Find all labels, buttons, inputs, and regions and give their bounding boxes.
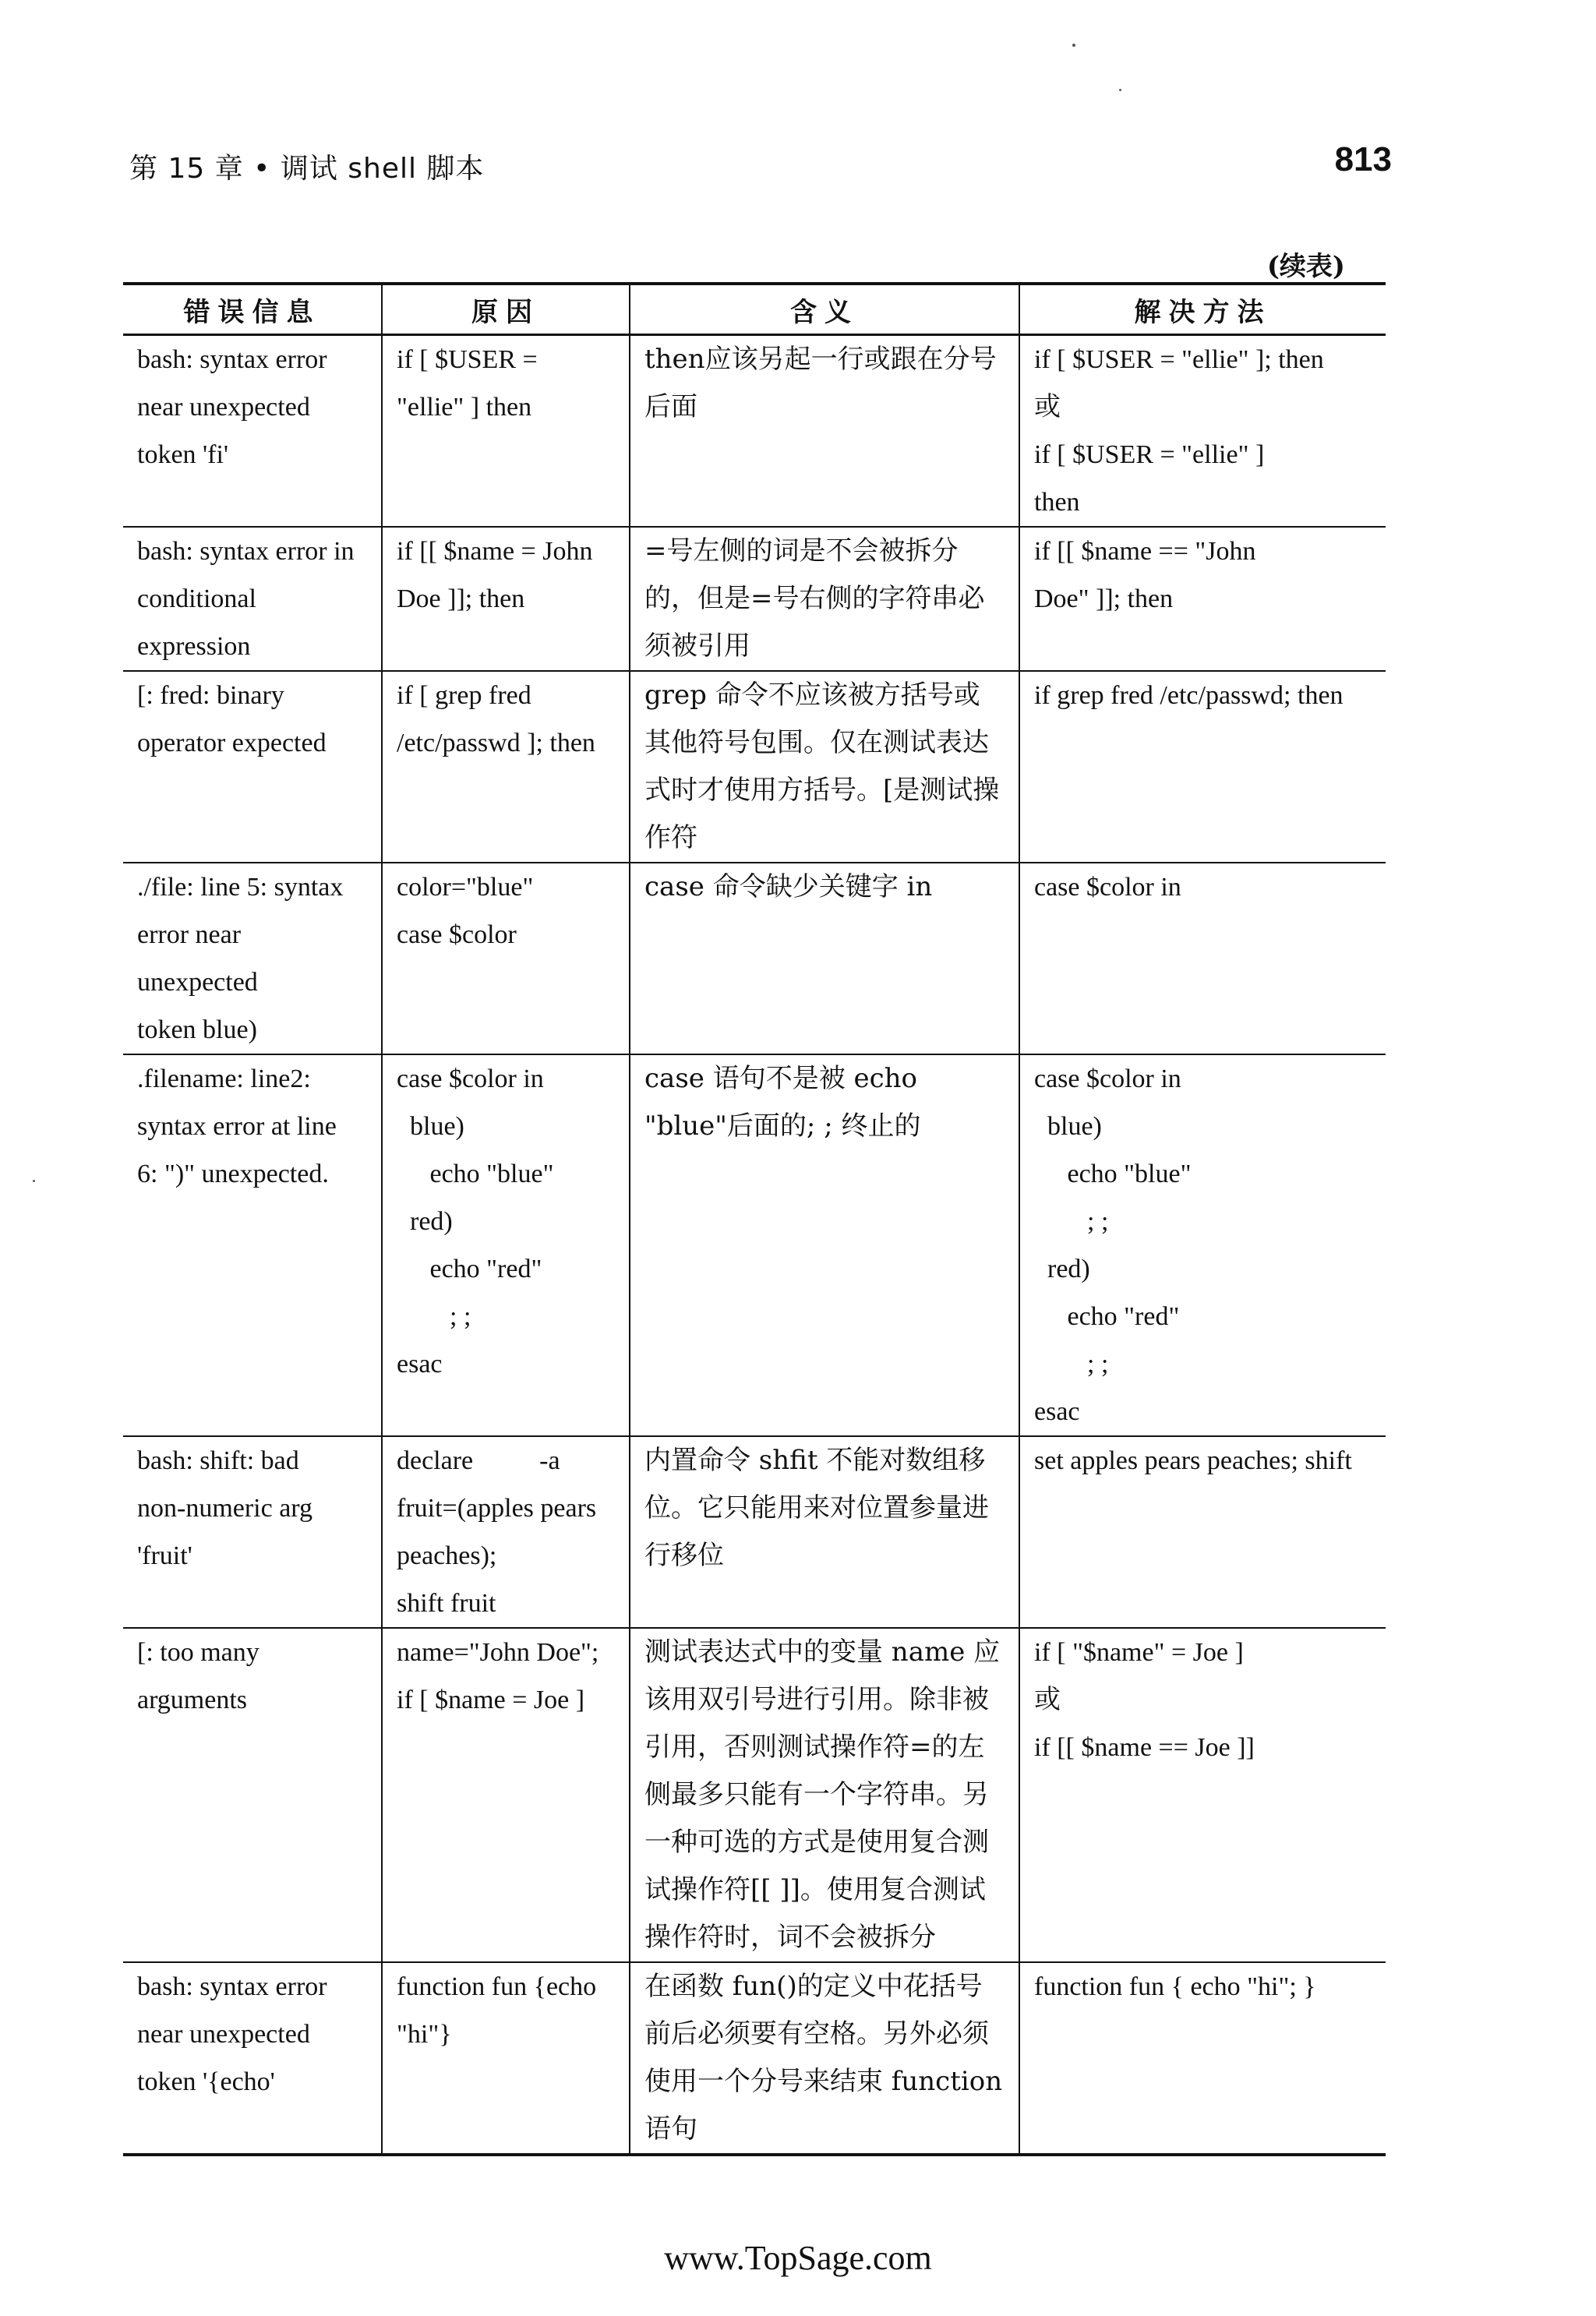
table-row — [123, 671, 1386, 863]
table-row — [123, 1054, 1386, 1436]
fix-cell: if [ "$name" = Joe ] 或 if [[ $name == Joe ]] — [1019, 1628, 1386, 1962]
page-number: 813 — [1334, 140, 1392, 178]
scan-speck — [33, 1180, 35, 1182]
meaning-cell: grep 命令不应该被方括号或其他符号包围。仅在测试表达式时才使用方括号。[是测试操作符 — [630, 671, 1019, 863]
fix-cell: if [ $USER = "ellie" ]; then 或 if [ $USER = "ellie" ] then — [1019, 335, 1386, 528]
fix-cell: if grep fred /etc/passwd; then — [1019, 671, 1386, 863]
meaning-cell: 测试表达式中的变量 name 应该用双引号进行引用。除非被引用，否则测试操作符=的左侧最多只能有一个字符串。另一种可选的方式是使用复合测试操作符[[ ]]。使用复合测试操作符时，词不会被拆分 — [630, 1628, 1019, 1962]
running-header: 第 15 章 • 调试 shell 脚本 — [129, 153, 485, 185]
cause-cell: if [[ $name = John Doe ]]; then — [382, 527, 630, 671]
column-header-meaning: 含义 — [630, 284, 1019, 335]
meaning-cell: case 命令缺少关键字 in — [630, 863, 1019, 1054]
error-message-cell: ./file: line 5: syntax error near unexpected token blue) — [123, 863, 382, 1054]
continued-label: (续表) — [1266, 251, 1345, 282]
cause-cell: case $color in blue) echo "blue" red) echo "red" ; ; esac — [382, 1054, 630, 1436]
table-row — [123, 863, 1386, 1054]
fix-cell: set apples pears peaches; shift — [1019, 1436, 1386, 1628]
fix-cell: if [[ $name == "John Doe" ]]; then — [1019, 527, 1386, 671]
column-header-cause: 原因 — [382, 284, 630, 335]
table-row — [123, 527, 1386, 671]
table-row — [123, 1628, 1386, 1962]
cause-cell: if [ $USER = "ellie" ] then — [382, 335, 630, 528]
error-message-cell: .filename: line2: syntax error at line 6: ")" unexpected. — [123, 1054, 382, 1436]
fix-cell: function fun { echo "hi"; } — [1019, 1962, 1386, 2155]
cause-cell: function fun {echo "hi"} — [382, 1962, 630, 2155]
footer-url: www.TopSage.com — [664, 2239, 932, 2277]
table-row — [123, 335, 1386, 528]
meaning-cell: case 语句不是被 echo "blue"后面的; ; 终止的 — [630, 1054, 1019, 1436]
scan-speck — [1072, 44, 1075, 47]
table-row — [123, 1962, 1386, 2155]
cause-cell: declare -a fruit=(apples pears peaches); shift fruit — [382, 1436, 630, 1628]
fix-cell: case $color in blue) echo "blue" ; ; red) echo "red" ; ; esac — [1019, 1054, 1386, 1436]
fix-cell: case $color in — [1019, 863, 1386, 1054]
error-message-cell: bash: syntax error in conditional expression — [123, 527, 382, 671]
cause-cell: color="blue" case $color — [382, 863, 630, 1054]
error-message-cell: bash: syntax error near unexpected token 'fi' — [137, 345, 327, 469]
table-row — [123, 1436, 1386, 1628]
error-table — [123, 282, 1386, 2156]
meaning-cell: then应该另起一行或跟在分号后面 — [630, 335, 1019, 528]
cause-cell: if [ grep fred /etc/passwd ]; then — [382, 671, 630, 863]
table-header-row — [123, 284, 1386, 335]
scan-speck — [1119, 89, 1121, 91]
meaning-cell: 在函数 fun()的定义中花括号前后必须要有空格。另外必须使用一个分号来结束 function 语句 — [630, 1962, 1019, 2155]
cause-cell: name="John Doe"; if [ $name = Joe ] — [382, 1628, 630, 1962]
column-header-fix: 解决方法 — [1019, 284, 1386, 335]
meaning-cell: 内置命令 shfit 不能对数组移位。它只能用来对位置参量进行移位 — [630, 1436, 1019, 1628]
error-message-cell: bash: syntax error near unexpected token '{echo' — [123, 1962, 382, 2155]
error-message-cell: bash: shift: bad non-numeric arg 'fruit' — [123, 1436, 382, 1628]
column-header-message: 错误信息 — [123, 284, 382, 335]
error-message-cell: [: fred: binary operator expected — [123, 671, 382, 863]
meaning-cell: =号左侧的词是不会被拆分的，但是=号右侧的字符串必须被引用 — [630, 527, 1019, 671]
error-message-cell: [: too many arguments — [123, 1628, 382, 1962]
